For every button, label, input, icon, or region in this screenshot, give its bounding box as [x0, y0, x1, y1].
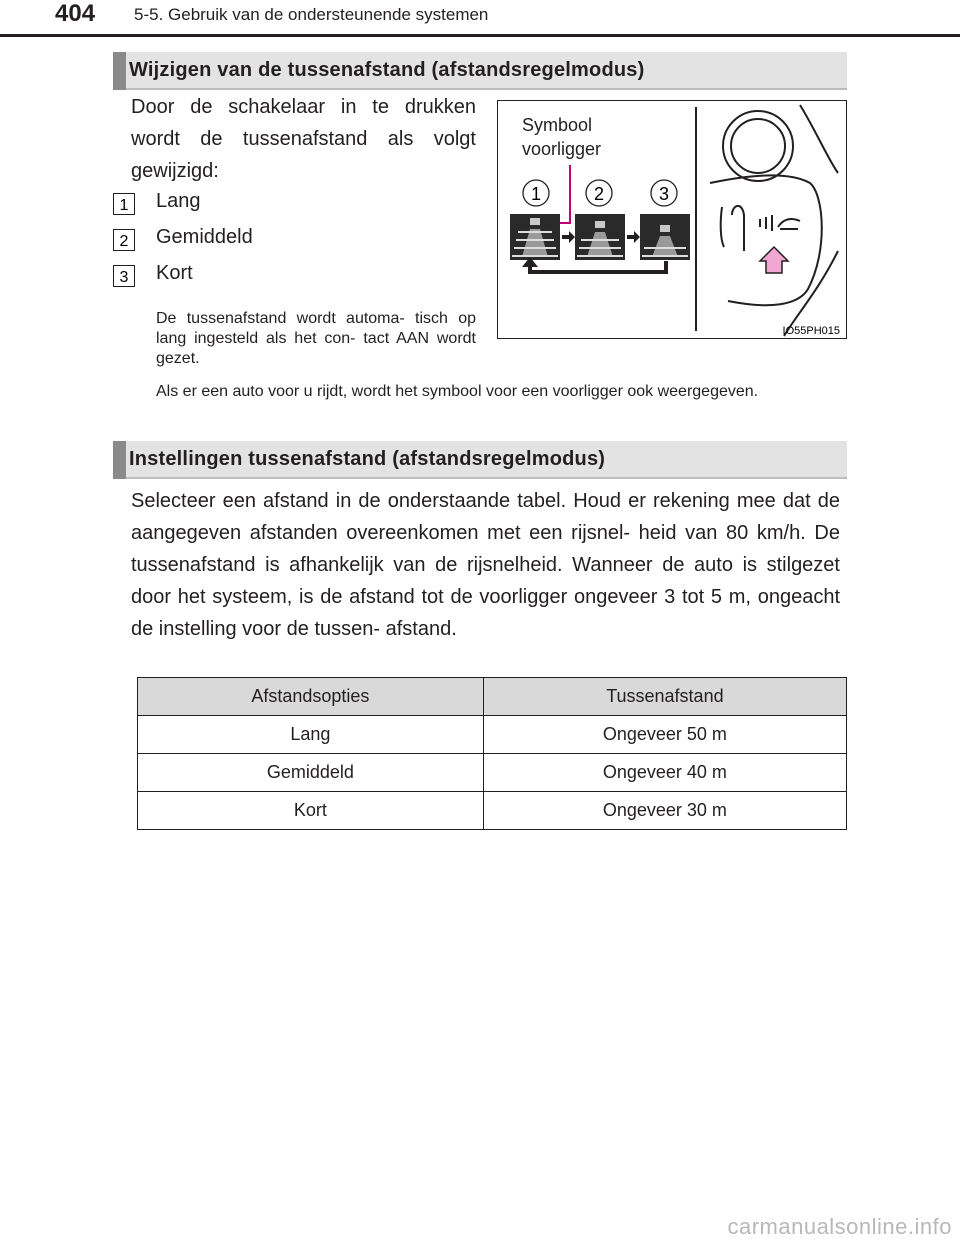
- table-header: Tussenafstand: [483, 678, 846, 716]
- section-heading-wijzigen: [113, 52, 847, 90]
- section-heading-instellingen: [113, 441, 847, 479]
- distance-table: [137, 677, 847, 830]
- illustration-drawing: [498, 101, 846, 338]
- table-cell: Kort: [138, 792, 484, 830]
- watermark: carmanualsonline.info: [727, 1214, 952, 1239]
- table-cell: Gemiddeld: [138, 754, 484, 792]
- settings-paragraph: Selecteer een afstand in de onderstaande tabel. Houd er rekening mee dat de aangegeven afstanden overeenkomen met een rijsnel- heid van 80 km/h. De tussenafstand is afhankelijk van de rijsnelheid. Wanneer de auto is stilgezet door het systeem, is de afstand tot de voorligger ongeveer 3 tot 5 m, ongeacht de instelling voor de tussen- afstand.: [131, 490, 840, 640]
- distance-button-icon: [760, 215, 800, 231]
- table-row: [138, 716, 847, 754]
- list-item-label: Gemiddeld: [156, 226, 253, 248]
- section-heading-bar: [113, 441, 126, 479]
- press-arrow-icon: [760, 247, 788, 273]
- note-auto-reset: De tussenafstand wordt automa- tisch op lang ingesteld als het con- tact AAN wordt gezet.: [156, 310, 476, 367]
- chapter-title: 5-5. Gebruik van de ondersteunende systemen: [134, 5, 489, 24]
- number-2-icon: [113, 229, 135, 251]
- list-item-label: Lang: [156, 190, 201, 212]
- arrow-right-icon: [562, 231, 575, 243]
- table-cell: Ongeveer 40 m: [483, 754, 846, 792]
- figure-code: IO55PH015: [782, 325, 840, 337]
- table-row: [138, 754, 847, 792]
- svg-text:3: 3: [119, 269, 129, 286]
- header-rule: [0, 34, 960, 37]
- display-short-icon: [640, 214, 690, 260]
- note-preceding-vehicle: Als er een auto voor u rijdt, wordt het symbool voor een voorligger ook weergegeven.: [156, 383, 759, 400]
- intro-paragraph: Door de schakelaar in te drukken wordt de tussenafstand als volgt gewijzigd:: [131, 96, 476, 182]
- table-cell: Ongeveer 30 m: [483, 792, 846, 830]
- callout-label-line2: voorligger: [522, 139, 602, 159]
- number-3-icon: [113, 265, 135, 287]
- page-number: 404: [55, 0, 96, 27]
- display-long-icon: [510, 214, 560, 260]
- steering-switch-panel: [710, 105, 838, 336]
- callout-label-line1: Symbool: [522, 115, 593, 135]
- section-heading-text: Wijzigen van de tussenafstand (afstandsregelmodus): [129, 59, 645, 81]
- section-heading-bar: [113, 52, 126, 90]
- circled-number-1: 1: [530, 184, 542, 204]
- arrow-right-icon: [627, 231, 640, 243]
- table-cell: Lang: [138, 716, 484, 754]
- svg-text:2: 2: [119, 233, 129, 250]
- list-item-label: Kort: [156, 262, 193, 284]
- table-header: Afstandsopties: [138, 678, 484, 716]
- circled-number-3: 3: [658, 184, 670, 204]
- svg-text:1: 1: [119, 197, 129, 214]
- cycle-return-line: [530, 261, 666, 272]
- table-header-row: [138, 678, 847, 716]
- distance-switch-illustration: [497, 100, 847, 339]
- table-cell: Ongeveer 50 m: [483, 716, 846, 754]
- display-medium-icon: [575, 214, 625, 260]
- table-row: [138, 792, 847, 830]
- circled-number-2: 2: [593, 184, 605, 204]
- section-heading-text: Instellingen tussenafstand (afstandsregelmodus): [129, 448, 606, 470]
- number-1-icon: [113, 193, 135, 215]
